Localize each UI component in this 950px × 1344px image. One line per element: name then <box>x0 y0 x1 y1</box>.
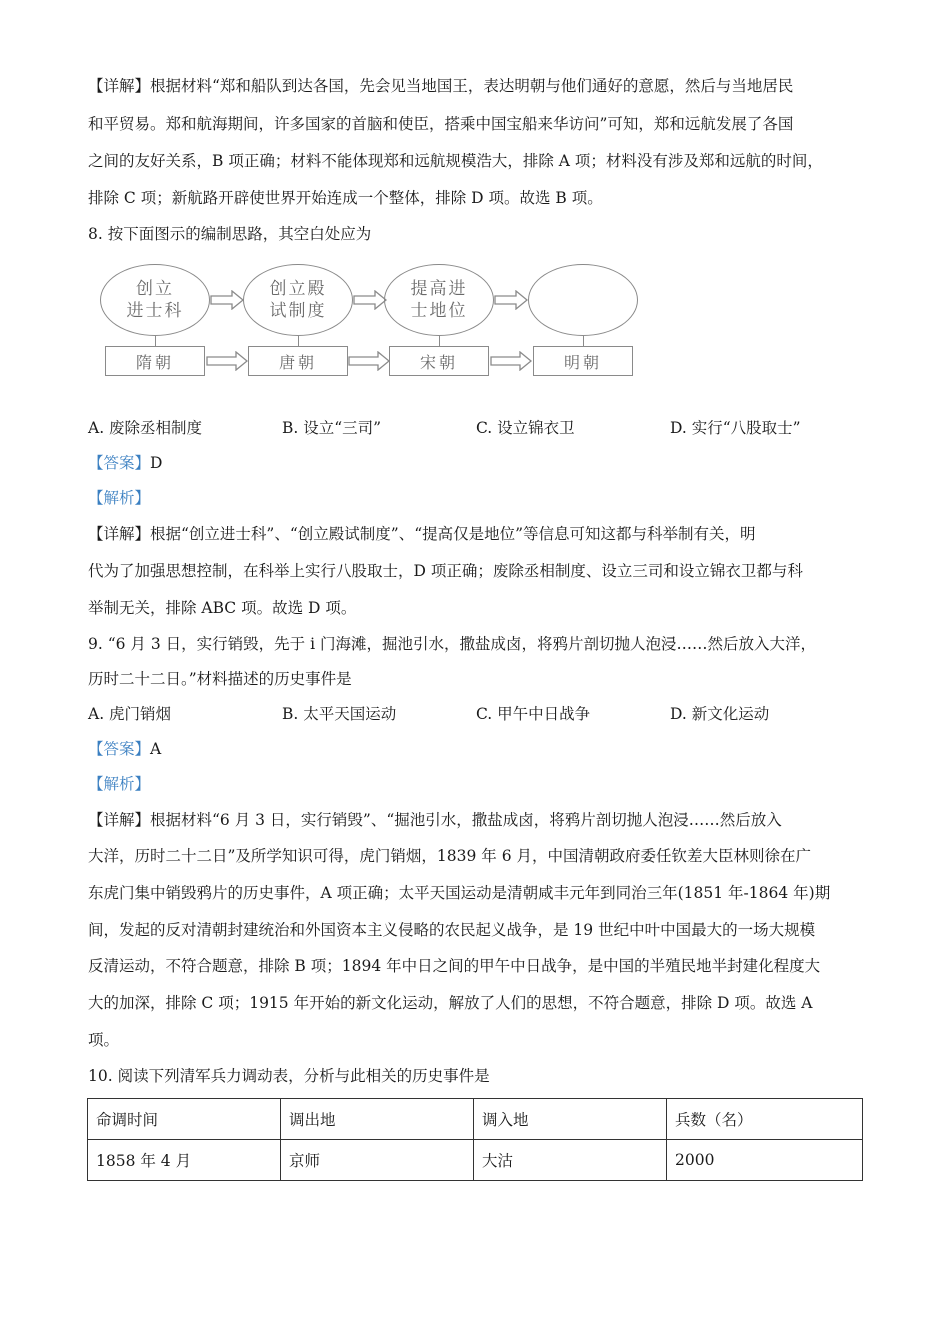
q8-answer <box>88 453 868 473</box>
oval-text: 士地位 <box>410 301 468 321</box>
table-row <box>88 1140 863 1181</box>
q9-detail-line: 间，发起的反对清朝封建统治和外国资本主义侵略的农民起义战争，是 19 世纪中叶中国最大的一场大规模 <box>88 921 816 939</box>
q9-detail-line: 大的加深，排除 C 项；1915 年开始的新文化运动，解放了人们的思想，不符合题意，排除 D 项。故选 A <box>88 994 813 1012</box>
oval-text: 创立殿 <box>269 279 327 299</box>
table-cell: 京师 <box>281 1140 474 1181</box>
q9-question-line: 9. “6 月 3 日，实行销毁，先于 i 门海滩，掘池引水，撒盐成卤，将鸦片剖切抛人泡浸……然后放入大洋， <box>88 635 816 653</box>
answer-value: A <box>150 740 162 758</box>
diagram-box-ming: 明朝 <box>533 346 633 376</box>
diagram-box-sui: 隋朝 <box>105 346 205 376</box>
q8-analysis-tag: 【解析】 <box>88 489 151 507</box>
arrow-right-icon <box>490 351 532 371</box>
diagram-oval-2 <box>243 264 353 336</box>
q9-detail-line: 反清运动，不符合题意，排除 B 项；1894 年中日之间的甲午中日战争，是中国的半殖民地半封建化程度大 <box>88 957 821 975</box>
arrow-right-icon <box>210 290 244 310</box>
q7-detail-line: 之间的友好关系，B 项正确；材料不能体现郑和远航规模浩大，排除 A 项；材料没有涉及郑和远航的时间， <box>88 152 823 170</box>
q9-answer <box>88 739 868 759</box>
table-header-row <box>88 1099 863 1140</box>
q8-option-d: D. 实行“八股取士” <box>670 419 801 437</box>
connector-line <box>583 336 584 346</box>
connector-line <box>298 336 299 346</box>
q7-detail-line: 和平贸易。郑和航海期间，许多国家的首脑和使臣，搭乘中国宝船来华访问”可知，郑和远航发展了各国 <box>88 115 794 133</box>
answer-tag: 【答案】 <box>88 740 151 758</box>
q8-detail-line: 举制无关，排除 ABC 项。故选 D 项。 <box>88 599 357 617</box>
connector-line <box>439 336 440 346</box>
q8-option-c: C. 设立锦衣卫 <box>476 419 575 437</box>
q9-option-a: A. 虎门销烟 <box>88 705 172 723</box>
q9-detail-line: 【详解】根据材料“6 月 3 日，实行销毁”、“掘池引水，撒盐成卤，将鸦片剖切抛人泡浸……然后放入 <box>88 811 782 829</box>
diagram-oval-1 <box>100 264 210 336</box>
table-header-cell: 调出地 <box>281 1099 474 1140</box>
oval-text: 试制度 <box>269 301 327 321</box>
q9-question-line: 历时二十二日。”材料描述的历史事件是 <box>88 670 352 688</box>
table-cell: 1858 年 4 月 <box>88 1140 281 1181</box>
table-header-cell: 兵数（名） <box>667 1099 863 1140</box>
table-cell: 2000 <box>667 1140 863 1181</box>
q8-option-a: A. 废除丞相制度 <box>88 419 203 437</box>
diagram-box-tang: 唐朝 <box>248 346 348 376</box>
q8-diagram <box>98 262 638 384</box>
q9-option-d: D. 新文化运动 <box>670 705 770 723</box>
diagram-oval-blank <box>528 264 638 336</box>
q9-detail-line: 东虎门集中销毁鸦片的历史事件，A 项正确；太平天国运动是清朝咸丰元年到同治三年(1851 年-1864 年)期 <box>88 884 831 902</box>
q7-detail-line: 排除 C 项；新航路开辟使世界开始连成一个整体，排除 D 项。故选 B 项。 <box>88 189 603 207</box>
answer-value: D <box>150 454 163 472</box>
q7-detail-line: 【详解】根据材料“郑和船队到达各国，先会见当地国王，表达明朝与他们通好的意愿，然后与当地居民 <box>88 77 794 95</box>
arrow-right-icon <box>348 351 390 371</box>
troop-deployment-table <box>87 1098 863 1181</box>
q9-detail-line: 大洋，历时二十二日”及所学知识可得，虎门销烟，1839 年 6 月，中国清朝政府委任钦差大臣林则徐在广 <box>88 847 812 865</box>
arrow-right-icon <box>494 290 528 310</box>
arrow-right-icon <box>353 290 387 310</box>
oval-text: 进士科 <box>126 301 184 321</box>
connector-line <box>155 336 156 346</box>
q10-question: 10. 阅读下列清军兵力调动表，分析与此相关的历史事件是 <box>88 1067 490 1085</box>
diagram-box-song: 宋朝 <box>389 346 489 376</box>
q8-option-b: B. 设立“三司” <box>282 419 382 437</box>
answer-tag: 【答案】 <box>88 454 151 472</box>
q9-analysis-tag: 【解析】 <box>88 775 151 793</box>
q9-option-c: C. 甲午中日战争 <box>476 705 591 723</box>
diagram-oval-3 <box>384 264 494 336</box>
arrow-right-icon <box>206 351 248 371</box>
table-header-cell: 命调时间 <box>88 1099 281 1140</box>
oval-text: 提高进 <box>410 279 468 299</box>
q9-option-b: B. 太平天国运动 <box>282 705 397 723</box>
oval-text: 创立 <box>136 279 174 299</box>
table-header-cell: 调入地 <box>474 1099 667 1140</box>
q8-detail-line: 【详解】根据“创立进士科”、“创立殿试制度”、“提高仅是地位”等信息可知这都与科举制有关，明 <box>88 525 756 543</box>
q8-detail-line: 代为了加强思想控制，在科举上实行八股取士，D 项正确；废除丞相制度、设立三司和设立锦衣卫都与科 <box>88 562 803 580</box>
q9-detail-line: 项。 <box>88 1031 120 1049</box>
q8-question: 8. 按下面图示的编制思路，其空白处应为 <box>88 225 372 243</box>
table-cell: 大沽 <box>474 1140 667 1181</box>
